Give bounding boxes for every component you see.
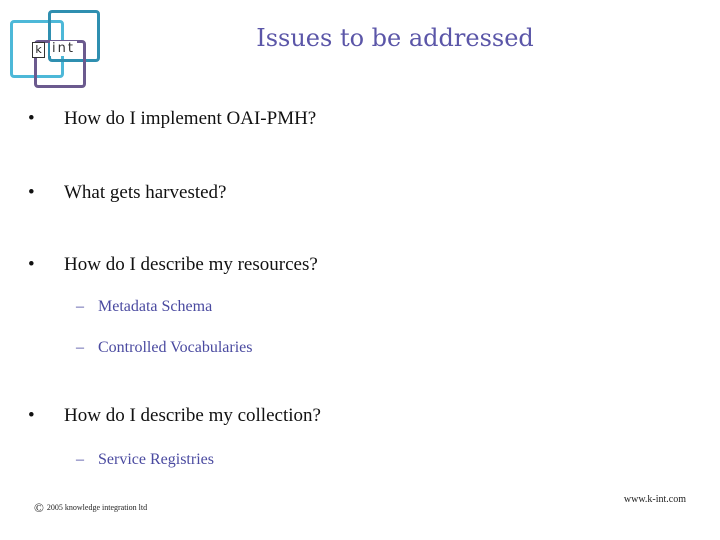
- sub-item-text: Metadata Schema: [98, 298, 213, 315]
- bullet-item: [28, 182, 226, 204]
- bullet-text: How do I implement OAI-PMH?: [64, 108, 317, 129]
- sub-item: [76, 339, 253, 357]
- slide-title: Issues to be addressed: [256, 24, 534, 52]
- copyright-text: 2005 knowledge integration ltd: [46, 503, 148, 512]
- bullet-text: How do I describe my collection?: [64, 405, 321, 426]
- sub-marker: –: [76, 339, 84, 356]
- copyright-notice: [34, 500, 147, 516]
- copyright-icon: ©: [34, 500, 44, 515]
- sub-item-text: Service Registries: [98, 451, 214, 468]
- bullet-item: [28, 254, 318, 276]
- k-int-logo: [8, 8, 104, 90]
- footer-url[interactable]: www.k-int.com: [623, 494, 686, 505]
- bullet-text: How do I describe my resources?: [64, 254, 318, 275]
- bullet-marker: •: [28, 108, 35, 129]
- bullet-text: What gets harvested?: [64, 182, 227, 203]
- sub-item: [76, 298, 212, 316]
- logo-letter: k: [32, 42, 45, 58]
- sub-item: [76, 451, 214, 469]
- bullet-marker: •: [28, 182, 35, 203]
- bullet-marker: •: [28, 254, 35, 275]
- bullet-item: [28, 405, 321, 427]
- bullet-item: [28, 108, 316, 130]
- sub-marker: –: [76, 451, 84, 468]
- sub-item-text: Controlled Vocabularies: [98, 339, 253, 356]
- sub-marker: –: [76, 298, 84, 315]
- logo-text: int: [52, 41, 75, 56]
- bullet-marker: •: [28, 405, 35, 426]
